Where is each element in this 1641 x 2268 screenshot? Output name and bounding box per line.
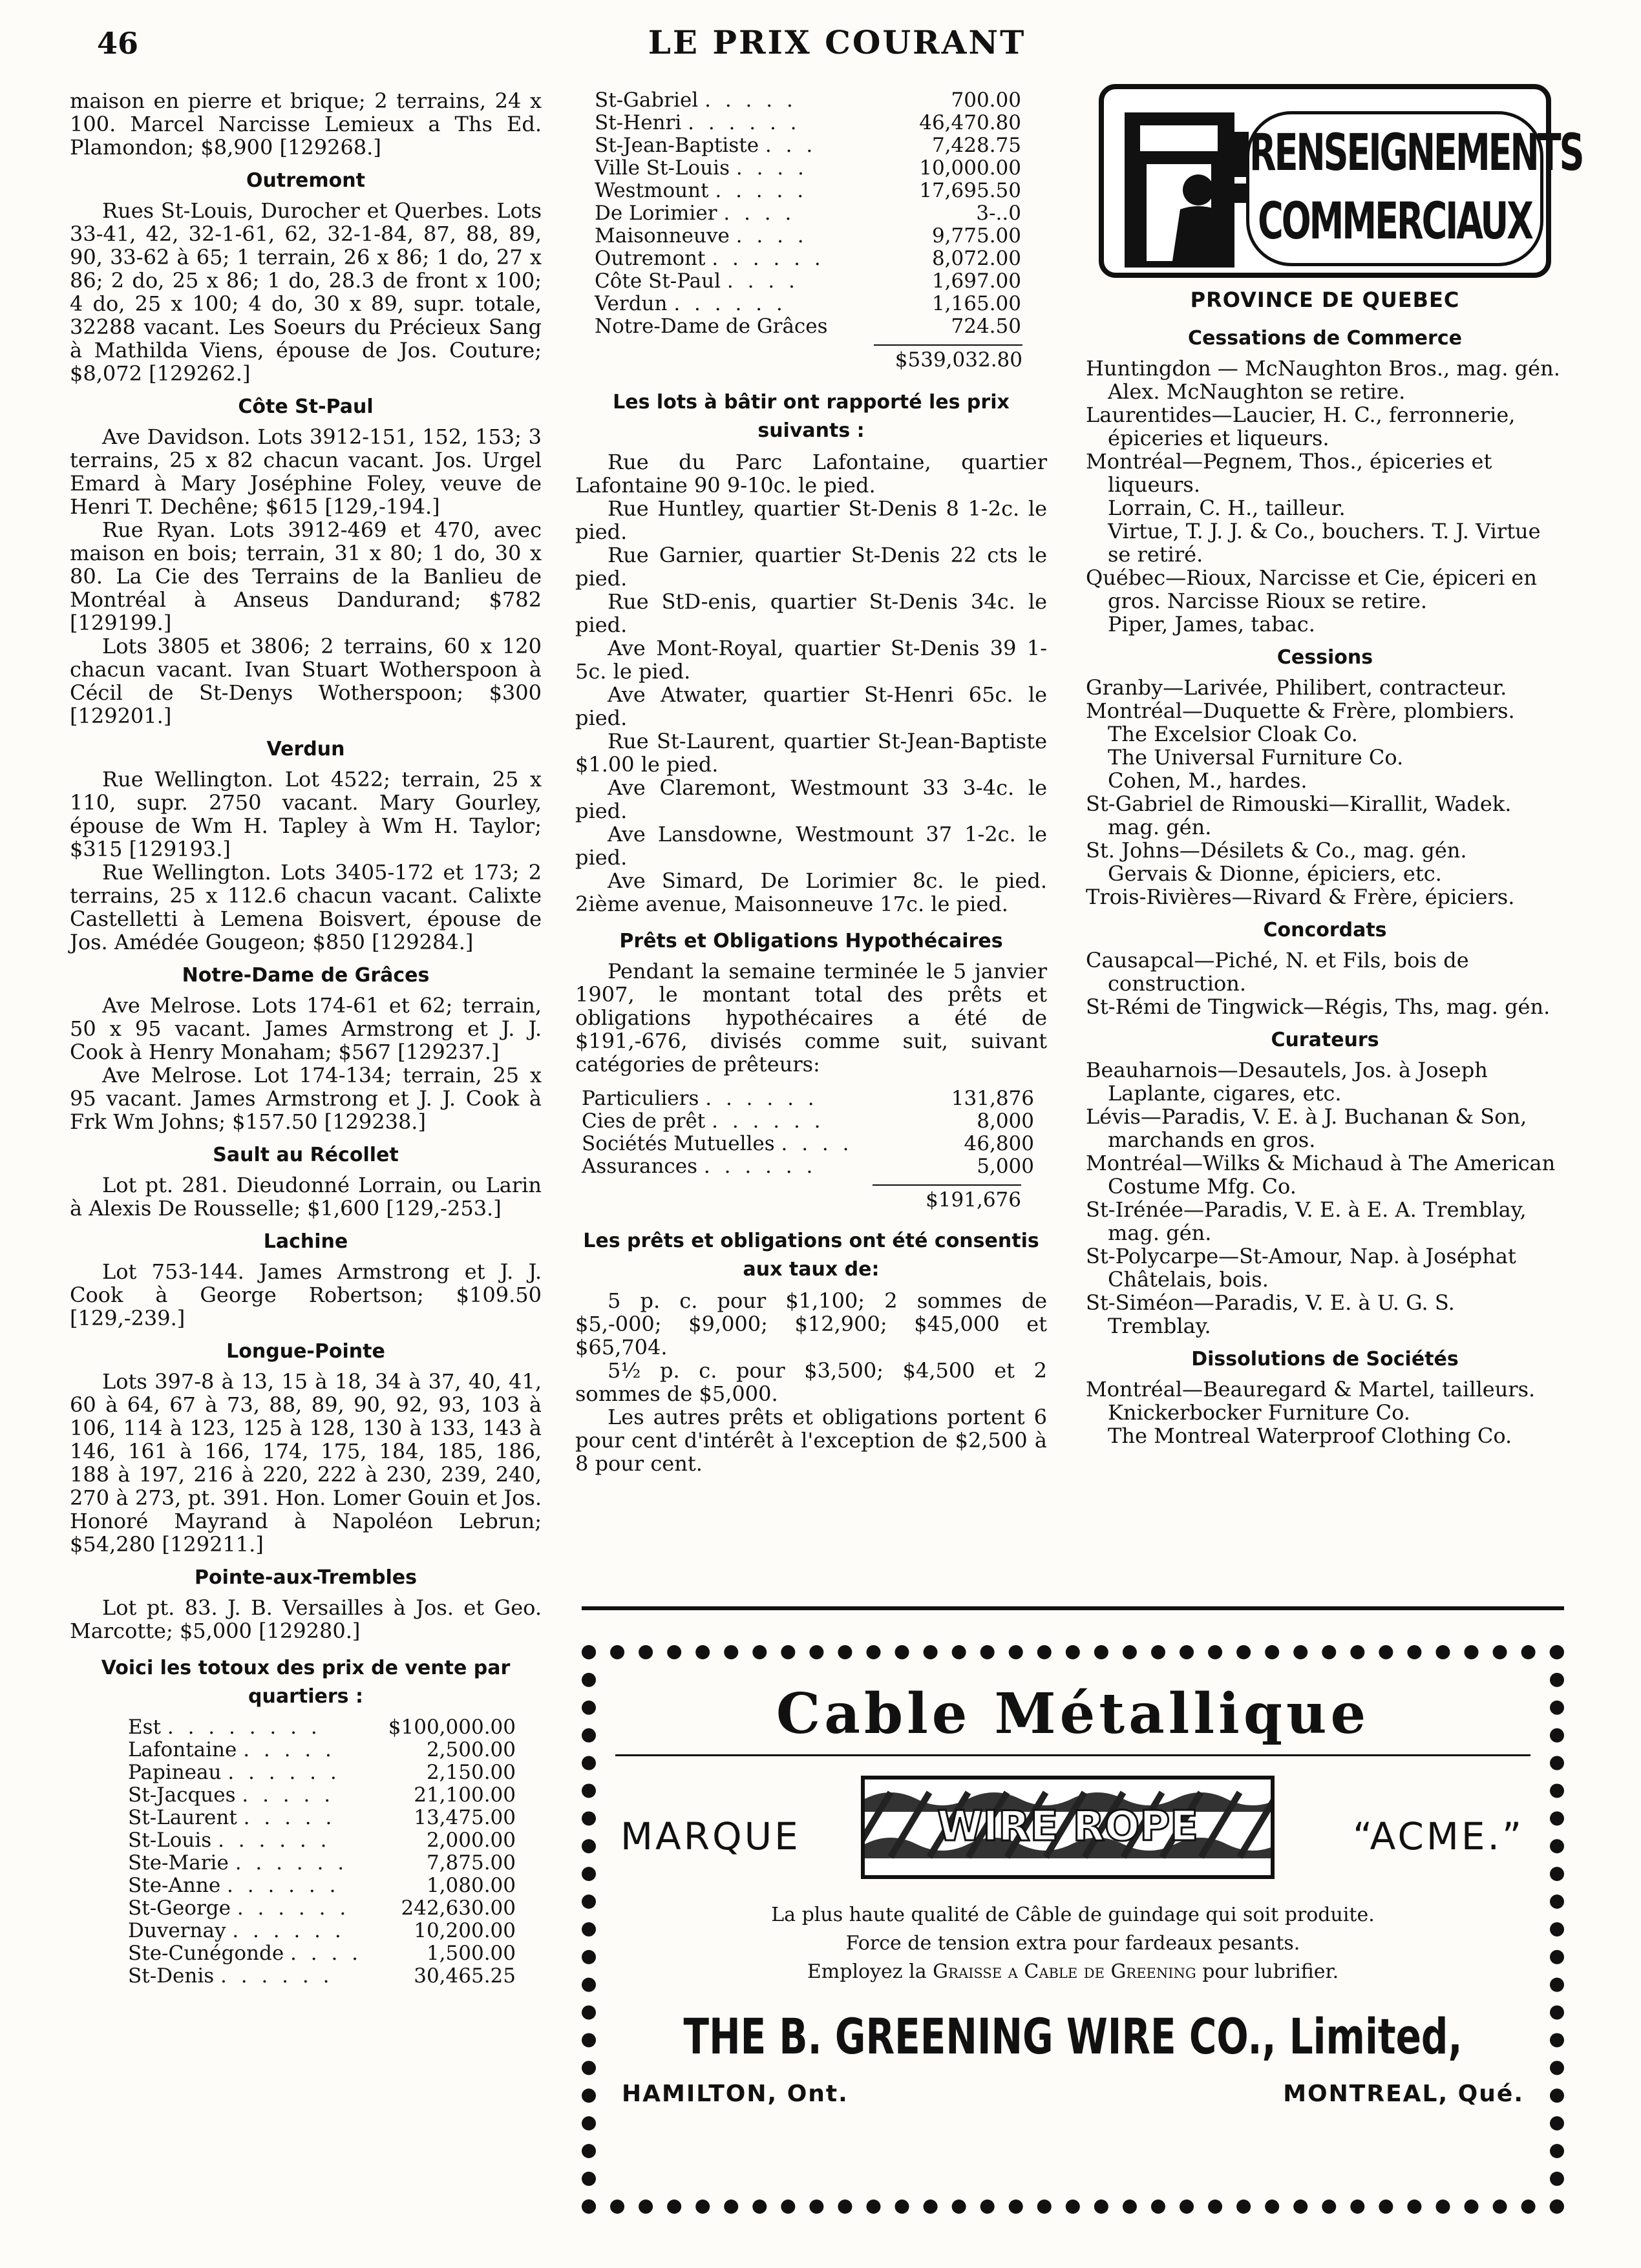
notice-entry: St-Siméon—Paradis, V. E. à U. G. S. Tremblay. [1086,1290,1455,1338]
notice-entry: St-Rémi de Tingwick—Régis, Ths, mag. gén. [1086,994,1551,1019]
article-paragraph: Rue Ryan. Lots 3912-469 et 470, avec maison en bois; terrain, 31 x 80; 1 do, 30 x 80. La Cie des Terrains de la Banlieu de Montréal à Anseus Dandurand; $782 [129199.] [70,518,542,635]
ad-desc-line: Force de tension extra pour fardeaux pesants. [845,1932,1300,1955]
leader-dots: . . . . . [242,1783,335,1807]
page-number: 46 [97,26,139,61]
row-label: St-George [128,1896,231,1920]
row-label: Ste-Marie [128,1851,229,1874]
notice-entry: Lorrain, C. H., tailleur. [1108,496,1346,520]
lot-price-entry: Rue Garnier, quartier St-Denis 22 cts le pied. [575,543,1047,591]
wire-rope-icon [865,1780,1271,1875]
article-paragraph: Lot 753-144. James Armstrong et J. J. Cook à George Robertson; $109.50 [129,-239.] [70,1259,542,1330]
lot-price-entry: Ave Simard, De Lorimier 8c. le pied. 2ième avenue, Maisonneuve 17c. le pied. [575,868,1047,916]
row-label: Assurances [582,1155,698,1178]
notice-entry: Montréal—Pegnem, Thos., épiceries et liqueurs. [1086,449,1492,497]
notice-entry: Montréal—Beauregard & Martel, tailleurs. [1086,1377,1536,1402]
section-heading: Côte St-Paul [238,395,374,418]
article-paragraph: Ave Melrose. Lots 174-61 et 62; terrain, 50 x 95 vacant. James Armstrong et J. J. Cook à Henry Monaham; $567 [129237.] [70,993,542,1064]
notice-entry: St-Gabriel de Rimouski—Kirallit, Wadek. mag. gén. [1086,792,1512,839]
notice-entry: Laurentides—Laucier, H. C., ferronnerie, épiceries et liqueurs. [1086,403,1516,450]
ward-total-row [128,1942,516,1965]
ward-total-row [128,1897,516,1920]
leader-dots: . . . . . . [673,292,787,315]
row-label: Duvernay [128,1919,226,1942]
row-label: Ville St-Louis [595,156,730,180]
row-value: 3-..0 [976,202,1021,225]
ward-total-row [595,315,1021,338]
row-value: 724.50 [951,315,1021,338]
notice-entry: The Universal Furniture Co. [1108,745,1404,770]
article-paragraph: 5 p. c. pour $1,100; 2 sommes de $5,-000; $9,000; $12,900; $45,000 et $65,704. [575,1288,1047,1360]
concordats-list [1086,949,1564,1018]
article-paragraph: Les autres prêts et obligations portent 6 pour cent d'intérêt à l'exception de $2,500 à 8 pour cent. [575,1405,1047,1476]
row-value: 131,876 [951,1087,1034,1110]
row-label: St-Gabriel [595,89,699,112]
lot-price-entry: Ave Mont-Royal, quartier St-Denis 39 1-5c. le pied. [575,636,1047,684]
logo-lettering-frame [1246,111,1583,266]
journal-title: LE PRIX COURANT [648,23,1026,61]
section-heading: Longue-Pointe [226,1340,385,1363]
row-value: 5,000 [977,1155,1034,1178]
row-label: Sociétés Mutuelles [582,1132,775,1155]
section-heading: Cessions [1276,646,1373,669]
leader-dots: . . . . [736,224,808,247]
row-label: Côte St-Paul [595,269,721,293]
ward-total-row [128,1784,516,1807]
ward-total-row [595,180,1021,202]
article-paragraph: Ave Davidson. Lots 3912-151, 152, 153; 3 terrains, 25 x 82 chacun vacant. Jos. Urgel Emard à Mary Joséphine Foley, veuve de Henri T. Dechêne; $615 [129,-194.] [70,425,542,519]
lots-heading: Les lots à bâtir ont rapporté les prix suivants : [613,391,1010,442]
article-paragraph: Ave Melrose. Lot 174-134; terrain, 25 x 95 vacant. James Armstrong et J. J. Cook à Frk Wm Johns; $157.50 [129238.] [70,1063,542,1134]
row-value: 2,000.00 [426,1829,516,1852]
row-value: 1,165.00 [931,292,1021,315]
leader-dots: . . . . . . [227,1874,340,1897]
article-paragraph: Pendant la semaine terminée le 5 janvier 1907, le montant total des prêts et obligations hypothécaires a été de $191,-676, divisés comme suit, suivant catégories de prêteurs: [575,959,1047,1076]
ward-total-row [595,270,1021,293]
ward-total-row [128,1716,516,1739]
ad-desc-line: La plus haute qualité de Câble de guindage qui soit produite. [771,1904,1375,1926]
ad-title: Cable Métallique [776,1681,1370,1747]
notice-entry: The Excelsior Cloak Co. [1108,722,1358,746]
notice-entry: Causapcal—Piché, N. et Fils, bois de construction. [1086,948,1469,996]
section-heading: Verdun [266,738,345,761]
loans-heading: Prêts et Obligations Hypothécaires [619,930,1003,952]
ad-divider [615,1754,1530,1756]
clerk-figure-icon [1121,112,1250,268]
lenders-table [582,1087,1034,1178]
row-label: Outremont [595,247,706,270]
ward-total-row [595,293,1021,315]
section-heading: Curateurs [1271,1029,1379,1051]
grand-total: $539,032.80 [575,348,1022,372]
notice-entry: Piper, James, tabac. [1108,612,1315,636]
section-heading: Dissolutions de Sociétés [1191,1348,1459,1370]
article-paragraph: Lot pt. 281. Dieudonné Lorrain, ou Larin à Alexis De Rousselle; $1,600 [129,-253.] [70,1173,542,1221]
section-heading: Sault au Récollet [213,1144,399,1166]
row-value: $100,000.00 [388,1716,516,1739]
ward-total-row [595,89,1021,112]
ward-total-row [128,1965,516,1988]
leader-dots: . . . . . . [235,1851,348,1874]
row-label: Lafontaine [128,1738,237,1761]
ad-acme-label: “ACME.” [1353,1814,1524,1858]
row-value: 17,695.50 [919,179,1021,202]
ward-total-row [128,1874,516,1897]
notice-entry: Beauharnois—Desautels, Jos. à Joseph Laplante, cigares, etc. [1086,1058,1488,1106]
greening-wire-advertisement [582,1645,1564,2214]
row-label: Est [128,1716,161,1739]
wire-rope-image [861,1776,1275,1879]
ward-total-row [595,112,1021,134]
logo-frame [1099,84,1583,278]
advertisement-rule [582,1606,1564,1610]
row-label: St-Louis [128,1829,212,1852]
leader-dots: . . . . . . [228,1761,341,1784]
lot-price-entry: Ave Claremont, Westmount 33 3-4c. le pied. [575,775,1047,823]
lot-price-entry: Rue St-Laurent, quartier St-Jean-Baptiste $1.00 le pied. [575,729,1047,777]
row-label: Ste-Cunégonde [128,1942,284,1965]
ad-description [615,1901,1530,1986]
ad-company-name: THE B. GREENING WIRE CO., Limited, [683,2008,1463,2066]
notice-entry: Québec—Rioux, Narcisse et Cie, épiceri en gros. Narcisse Rioux se retire. [1086,565,1537,613]
leader-dots: . . . . . . [220,1964,333,1988]
row-value: 7,875.00 [426,1851,516,1874]
row-value: 2,150.00 [426,1761,516,1784]
middle-column [575,89,1047,1475]
article-paragraph: Lot pt. 83. J. B. Versailles à Jos. et Geo. Marcotte; $5,000 [129280.] [70,1595,542,1643]
lender-row [582,1087,1034,1110]
ad-city-left: HAMILTON, Ont. [622,2081,849,2107]
ad-brand-band [615,1776,1530,1879]
lot-price-entry: Ave Atwater, quartier St-Henri 65c. le pied. [575,682,1047,730]
leader-dots: . . . . . . . . [167,1716,321,1739]
leader-dots: . . . . . [715,179,808,202]
notice-entry: St-Irénée—Paradis, V. E. à E. A. Tremblay, mag. gén. [1086,1197,1527,1245]
row-label: Papineau [128,1761,222,1784]
notice-entry: Montréal—Wilks & Michaud à The American Costume Mfg. Co. [1086,1151,1556,1199]
ward-total-row [128,1739,516,1761]
notice-entry: St-Polycarpe—St-Amour, Nap. à Joséphat Châtelais, bois. [1086,1244,1516,1292]
row-value: 9,775.00 [931,224,1021,247]
row-value: 10,000.00 [919,156,1021,180]
ad-desc-part: Employez la [807,1960,933,1983]
ad-desc-line [615,1958,1530,1986]
wire-rope-label: WIRE ROPE [937,1803,1198,1851]
ad-marque-label: MARQUE [620,1814,801,1858]
row-value: 13,475.00 [414,1806,516,1829]
leader-dots: . . . . . . [705,1087,818,1110]
ward-total-row [595,202,1021,225]
dissolutions-list [1086,1378,1564,1447]
row-label: Ste-Anne [128,1874,221,1897]
ward-totals-table-continued [595,89,1021,338]
rates-heading: Les prêts et obligations ont été consentis aux taux de: [583,1230,1039,1281]
article-paragraph: Lots 397-8 à 13, 15 à 18, 34 à 37, 40, 41, 60 à 64, 67 à 73, 88, 89, 90, 92, 93, 103 à 106, 114 à 123, 125 à 128, 130 à 133, 143 à 146, 161 à 166, 174, 175, 184, 185, 186, 188 à 197, 216 à 220, 222 à 230, 239, 240, 270 à 273, pt. 391. Hon. Lomer Gouin et Jos. Honoré Mayrand à Napoléon Lebrun; $54,280 [129211.] [70,1369,542,1557]
notice-entry: Trois-Rivières—Rivard & Frère, épiciers. [1086,885,1515,909]
lender-row [582,1155,1034,1178]
row-value: 46,800 [964,1132,1034,1155]
leader-dots: . . . . . . [237,1896,350,1920]
leader-dots: . . . . . . [703,1155,817,1178]
row-label: St-Henri [595,111,682,134]
row-value: 8,072.00 [931,247,1021,270]
section-heading: Lachine [263,1230,348,1253]
section-heading: Pointe-aux-Trembles [195,1566,417,1589]
row-value: 2,500.00 [426,1738,516,1761]
ward-total-row [595,247,1021,270]
cessations-list [1086,357,1564,636]
row-label: Westmount [595,179,709,202]
curateurs-list [1086,1058,1564,1338]
leader-dots: . . . . [290,1942,363,1965]
row-value: 30,465.25 [414,1964,516,1988]
logo-line-2: COMMERCIAUX [1258,191,1532,251]
cessions-list [1086,676,1564,908]
lender-row [582,1133,1034,1155]
province-heading: PROVINCE DE QUEBEC [1190,288,1460,312]
leader-dots: . . . . . . [218,1829,331,1852]
leader-dots: . . . . [736,156,808,180]
right-column [1086,78,1583,1448]
row-label: Cies de prêt [582,1109,706,1133]
leader-dots: . . . . [726,269,799,293]
row-label: Maisonneuve [595,224,730,247]
leader-dots: . . . . . . [688,111,801,134]
row-value: 1,500.00 [426,1942,516,1965]
ward-total-row [128,1920,516,1942]
ward-totals-table [128,1716,516,1988]
ward-total-row [128,1829,516,1852]
article-paragraph: maison en pierre et brique; 2 terrains, 24 x 100. Marcel Narcisse Lemieux a Ths Ed. Plamondon; $8,900 [129268.] [70,89,542,160]
section-heading: Outremont [246,169,365,192]
leader-dots: . . . . [781,1132,853,1155]
ward-total-row [595,157,1021,180]
ad-desc-smallcaps: Graisse a Cable de Greening [933,1960,1196,1983]
row-label: Notre-Dame de Grâces [595,315,828,338]
section-heading: Concordats [1263,919,1387,941]
ward-total-row [595,134,1021,157]
row-value: 21,100.00 [414,1783,516,1807]
notice-entry: Knickerbocker Furniture Co. [1108,1400,1410,1425]
ad-content [615,1675,1530,2184]
article-paragraph: Lots 3805 et 3806; 2 terrains, 60 x 120 chacun vacant. Ivan Stuart Wotherspoon à Cécil de St-Denys Wotherspoon; $300 [129201.] [70,634,542,728]
article-paragraph: Rue Wellington. Lot 4522; terrain, 25 x 110, supr. 2750 vacant. Mary Gourley, épouse de Wm H. Tapley à Wm H. Taylor; $315 [129193.] [70,767,542,861]
leader-dots: . . . [765,134,817,157]
notice-entry: Virtue, T. J. J. & Co., bouchers. T. J. Virtue se retiré. [1108,519,1541,567]
article-paragraph: Rues St-Louis, Durocher et Querbes. Lots 33-41, 42, 32-1-61, 62, 32-1-84, 87, 88, 89, 90, 33-62 à 65; 1 terrain, 26 x 86; 1 do, 27 x 86; 2 do, 25 x 86; 1 do, 28.3 de front x 100; 4 do, 25 x 100; 4 do, 30 x 89, supr. totale, 32288 vacant. Les Soeurs du Précieux Sang à Mathilda Viens, épouse de Jos. Couture; $8,072 [129262.] [70,198,542,386]
row-label: De Lorimier [595,202,717,225]
section-heading: Cessations de Commerce [1188,327,1462,350]
ward-total-row [595,225,1021,247]
logo-line-1: RENSEIGNEMENTS [1249,123,1583,182]
row-value: 242,630.00 [401,1896,516,1920]
lot-price-entry: Ave Lansdowne, Westmount 37 1-2c. le pied. [575,822,1047,870]
notice-entry: Huntingdon — McNaughton Bros., mag. gén. Alex. McNaughton se retire. [1086,356,1560,404]
row-label: St-Laurent [128,1806,237,1829]
row-label: St-Jean-Baptiste [595,134,759,157]
lender-row [582,1110,1034,1133]
leader-dots: . . . . . . [232,1919,345,1942]
row-value: 1,697.00 [931,269,1021,293]
leader-dots: . . . . [723,202,796,225]
notice-entry: Lévis—Paradis, V. E. à J. Buchanan & Son, marchands en gros. [1086,1104,1527,1152]
ward-total-row [128,1761,516,1784]
leader-dots: . . . . . [243,1806,336,1829]
row-label: St-Jacques [128,1783,236,1807]
ad-city-right: MONTREAL, Qué. [1283,2081,1524,2107]
notice-entry: Gervais & Dionne, épiciers, etc. [1108,861,1442,886]
article-paragraph: 5½ p. c. pour $3,500; $4,500 et 2 sommes de $5,000. [575,1358,1047,1406]
ward-total-row [128,1852,516,1874]
row-value: 46,470.80 [919,111,1021,134]
leader-dots: . . . . . [243,1738,335,1761]
leader-dots: . . . . . . [712,247,825,270]
notice-entry: Granby—Larivée, Philibert, contracteur. [1086,675,1507,700]
lot-price-entry: Rue StD-enis, quartier St-Denis 34c. le pied. [575,589,1047,637]
renseignements-logo [1099,78,1583,278]
lenders-total: $191,676 [575,1188,1021,1212]
row-value: 8,000 [977,1109,1034,1133]
notice-entry: Cohen, M., hardes. [1108,768,1308,793]
row-label: St-Denis [128,1964,215,1988]
ward-total-row [128,1807,516,1829]
row-label: Particuliers [582,1087,699,1110]
row-label: Verdun [595,292,668,315]
leader-dots: . . . . . . [712,1109,825,1133]
page-header [97,19,1577,65]
lot-price-entry: Rue Huntley, quartier St-Denis 8 1-2c. le pied. [575,496,1047,544]
totals-heading: Voici les totoux des prix de vente par quartiers : [101,1657,511,1708]
row-value: 10,200.00 [414,1919,516,1942]
notice-entry: The Montreal Waterproof Clothing Co. [1108,1423,1512,1448]
leader-dots: . . . . . [704,89,797,112]
ad-desc-part: pour lubrifier. [1196,1960,1339,1983]
row-value: 700.00 [951,89,1021,112]
ad-locations [615,2081,1530,2119]
row-value: 1,080.00 [426,1874,516,1897]
row-value: 7,428.75 [931,134,1021,157]
notice-entry: Montréal—Duquette & Frère, plombiers. [1086,698,1515,723]
left-column [70,89,542,1988]
notice-entry: St. Johns—Désilets & Co., mag. gén. [1086,838,1467,863]
section-heading: Notre-Dame de Grâces [182,964,430,987]
lot-price-entry: Rue du Parc Lafontaine, quartier Lafontaine 90 9-10c. le pied. [575,450,1047,498]
article-paragraph: Rue Wellington. Lots 3405-172 et 173; 2 terrains, 25 x 112.6 chacun vacant. Calixte Castelletti à Lemena Boisvert, épouse de Jos. Amédée Gougeon; $850 [129284.] [70,860,542,954]
